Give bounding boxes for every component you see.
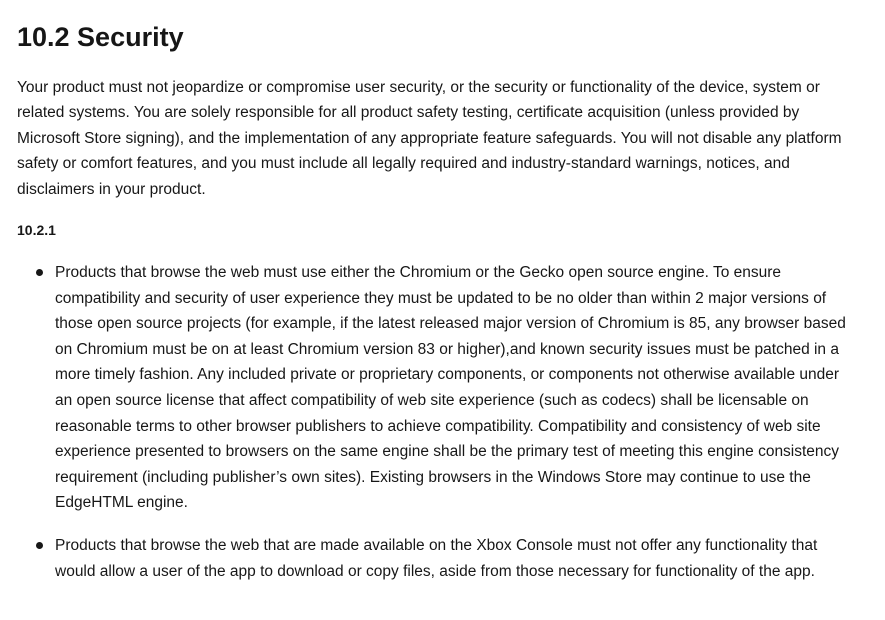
bullet-icon bbox=[36, 542, 43, 549]
list-item bbox=[17, 533, 847, 584]
list-item bbox=[17, 260, 847, 516]
bullet-icon bbox=[36, 269, 43, 276]
requirements-list bbox=[17, 260, 847, 584]
intro-paragraph: Your product must not jeopardize or compromise user security, or the security or functionality of the device, system or related systems. You are solely responsible for all product safety testing, certificate acquisition (unless provided by Microsoft Store signing), and the implementation of any appropriate feature safeguards. You will not disable any platform safety or comfort features, and you must include all legally required and industry-standard warnings, notices, and disclaimers in your product. bbox=[17, 79, 842, 198]
subsection-heading: 10.2.1 bbox=[17, 222, 56, 238]
list-item-text: Products that browse the web that are made available on the Xbox Console must not offer any functionality that would allow a user of the app to download or copy files, aside from those necessary for functionality of the app. bbox=[55, 536, 818, 580]
list-item-text: Products that browse the web must use either the Chromium or the Gecko open source engine. To ensure compatibility and security of user experience they must be updated to be no older than within 2 major versions of those open source projects (for example, if the latest released major version of Chromium is 85, any browser based on Chromium must be on at least Chromium version 83 or higher),and known security issues must be patched in a more timely fashion. Any included private or proprietary components, or components not otherwise available under an open source license that affect compatibility of web site experience (such as codecs) shall be licensable on reasonable terms to other browser publishers to achieve compatibility. Compatibility and consistency of web site experience presented to browsers on the same engine shall be the primary test of meeting this engine consistency requirement (including publisher’s own sites). Existing browsers in the Windows Store may continue to use the EdgeHTML engine. bbox=[55, 264, 846, 512]
section-heading: 10.2 Security bbox=[17, 22, 184, 52]
